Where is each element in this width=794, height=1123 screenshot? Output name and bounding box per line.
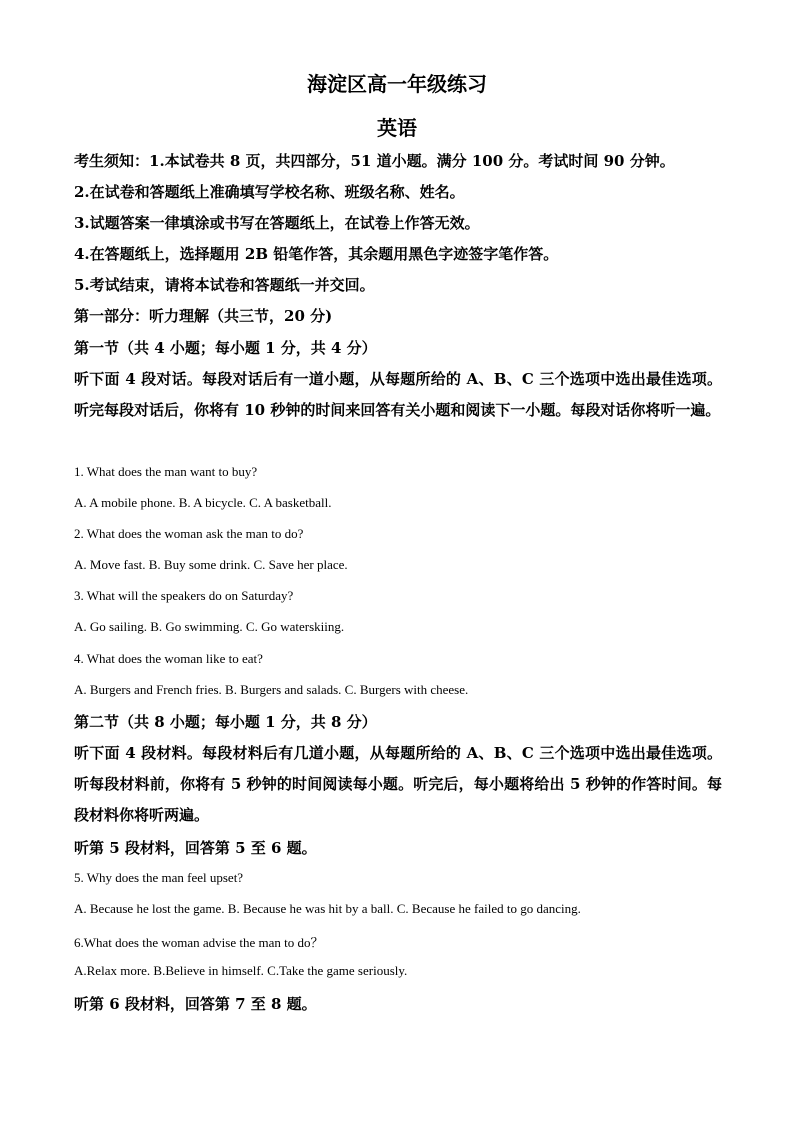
exam-title: 海淀区高一年级练习 [307, 72, 487, 96]
notice-line-3: 3.试题答案一律填涂或书写在答题纸上，在试卷上作答无效。 [74, 214, 480, 232]
notice-line-5: 5.考试结束，请将本试卷和答题纸一并交回。 [74, 276, 375, 294]
question-1-options: A. A mobile phone. B. A bicycle. C. A basketball. [74, 495, 332, 510]
question-6: 6.What does the woman advise the man to do？ [74, 935, 324, 950]
material-5-heading: 听第 5 段材料，回答第 5 至 6 题。 [74, 839, 317, 857]
section2-heading: 第二节（共 8 小题；每小题 1 分，共 8 分） [74, 713, 377, 731]
material-6-heading: 听第 6 段材料，回答第 7 至 8 题。 [74, 995, 317, 1013]
part1-heading: 第一部分：听力理解（共三节，20 分) [74, 307, 333, 325]
notice-line-1: 考生须知：1.本试卷共 8 页，共四部分，51 道小题。满分 100 分。考试时间 90 分钟。 [74, 152, 675, 170]
question-1: 1. What does the man want to buy? [74, 464, 258, 479]
section1-heading: 第一节（共 4 小题；每小题 1 分，共 4 分） [74, 339, 377, 357]
question-4: 4. What does the woman like to eat? [74, 651, 263, 666]
notice-line-4: 4.在答题纸上，选择题用 2B 铅笔作答，其余题用黑色字迹签字笔作答。 [74, 245, 559, 263]
question-5: 5. Why does the man feel upset? [74, 870, 244, 885]
section2-instructions: 听下面 4 段材料。每段材料后有几道小题，从每题所给的 A、B、C 三个选项中选出最佳选项。听每段材料前，你将有 5 秒钟的时间阅读每小题。听完后，每小题将给出 5 秒钟的作答时间。每段材料你将听两遍。 [74, 744, 722, 824]
question-3: 3. What will the speakers do on Saturday? [74, 588, 294, 603]
question-4-options: A. Burgers and French fries. B. Burgers and salads. C. Burgers with cheese. [74, 682, 469, 697]
question-5-options: A. Because he lost the game. B. Because he was hit by a ball. C. Because he failed to go dancing. [74, 901, 581, 916]
section1-instructions: 听下面 4 段对话。每段对话后有一道小题，从每题所给的 A、B、C 三个选项中选出最佳选项。听完每段对话后，你将有 10 秒钟的时间来回答有关小题和阅读下一小题。每段对话你将听一遍。 [74, 370, 722, 419]
question-6-options: A.Relax more. B.Believe in himself. C.Take the game seriously. [74, 963, 408, 978]
subject-title: 英语 [377, 116, 417, 140]
question-2-options: A. Move fast. B. Buy some drink. C. Save her place. [74, 557, 348, 572]
notice-line-2: 2.在试卷和答题纸上准确填写学校名称、班级名称、姓名。 [74, 183, 465, 201]
question-2: 2. What does the woman ask the man to do? [74, 526, 304, 541]
question-3-options: A. Go sailing. B. Go swimming. C. Go waterskiing. [74, 619, 345, 634]
